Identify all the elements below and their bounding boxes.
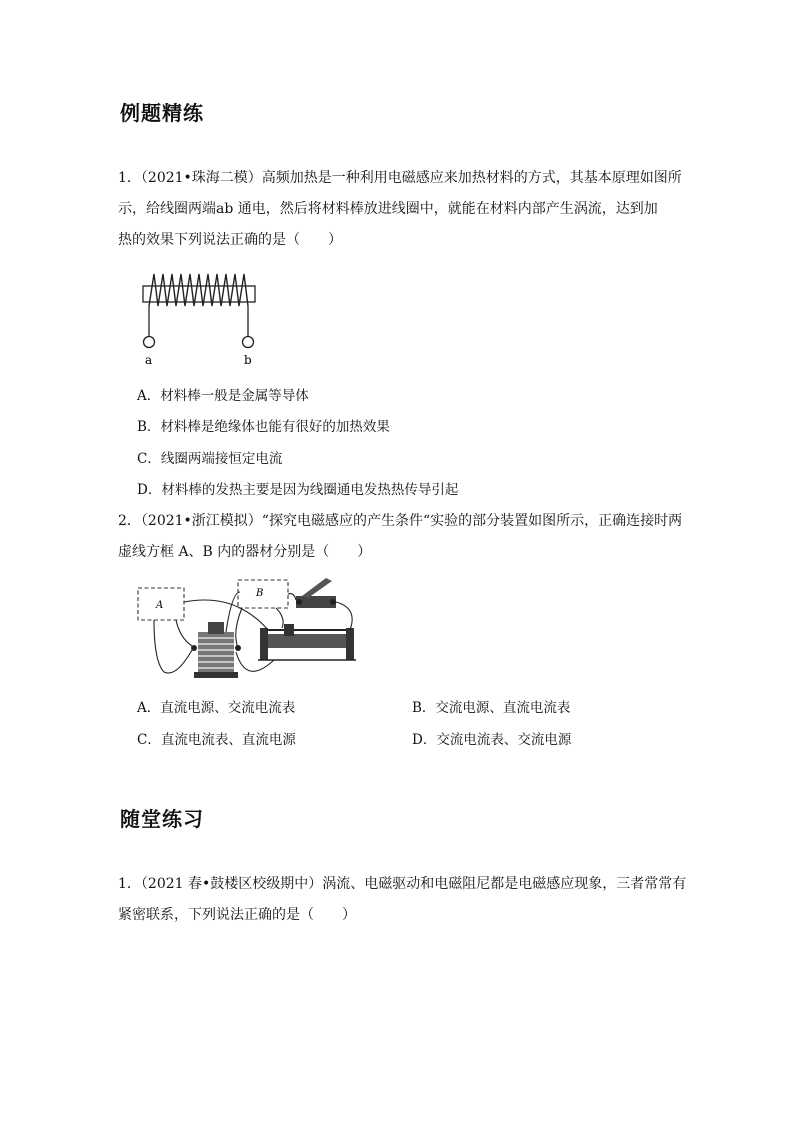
- section-heading-example-practice: 例题精练: [120, 101, 204, 125]
- terminal-label-b: b: [244, 353, 252, 367]
- sliding-rheostat: [258, 624, 356, 660]
- question-1-stem: [118, 163, 698, 256]
- question-1-option-c: C．线圈两端接恒定电流: [137, 451, 283, 467]
- practice-question-1-stem: [118, 869, 698, 931]
- question-2-line-2: 虚线方框 A、B 内的器材分别是（ ）: [118, 544, 372, 560]
- practice-question-1-line-2: 紧密联系，下列说法正确的是（ ）: [118, 907, 356, 923]
- question-1-option-d: D．材料棒的发热主要是因为线圈通电发热热传导引起: [137, 482, 459, 498]
- terminal-a: [144, 337, 155, 348]
- induction-coil: [191, 622, 241, 678]
- induction-apparatus-figure: [136, 572, 368, 688]
- terminal-b: [243, 337, 254, 348]
- terminal-label-a: a: [145, 353, 153, 367]
- question-1-line-2: 示，给线圈两端ab 通电，然后将材料棒放进线圈中，就能在材料内部产生涡流，达到加: [118, 201, 658, 217]
- section-heading-class-practice: 随堂练习: [120, 807, 204, 831]
- question-2-option-c: C．直流电流表、直流电源: [137, 732, 296, 748]
- question-2-stem: [118, 506, 698, 568]
- question-1-line-1: 1．（2021•珠海二模）高频加热是一种利用电磁感应来加热材料的方式，其基本原理如图所: [118, 170, 682, 186]
- coil-windings: [149, 274, 248, 306]
- question-1-option-a: A．材料棒一般是金属等导体: [137, 388, 309, 404]
- box-label-a: A: [156, 600, 164, 611]
- question-2-option-d: D．交流电流表、交流电源: [412, 732, 572, 748]
- box-label-b: B: [256, 588, 264, 599]
- question-2-option-a: A．直流电源、交流电流表: [137, 700, 296, 716]
- knife-switch: [296, 578, 336, 608]
- question-1-option-b: B．材料棒是绝缘体也能有很好的加热效果: [137, 419, 390, 435]
- question-1-line-3: 热的效果下列说法正确的是（ ）: [118, 232, 342, 248]
- question-2-line-1: 2．（2021•浙江模拟）“探究电磁感应的产生条件“实验的部分装置如图所示，正确连接时两: [118, 513, 683, 529]
- practice-question-1-line-1: 1．（2021 春•鼓楼区校级期中）涡流、电磁驱动和电磁阻尼都是电磁感应现象，三者常常有: [118, 876, 687, 892]
- coil-figure: [138, 262, 268, 372]
- question-2-option-b: B．交流电源、直流电流表: [412, 700, 571, 716]
